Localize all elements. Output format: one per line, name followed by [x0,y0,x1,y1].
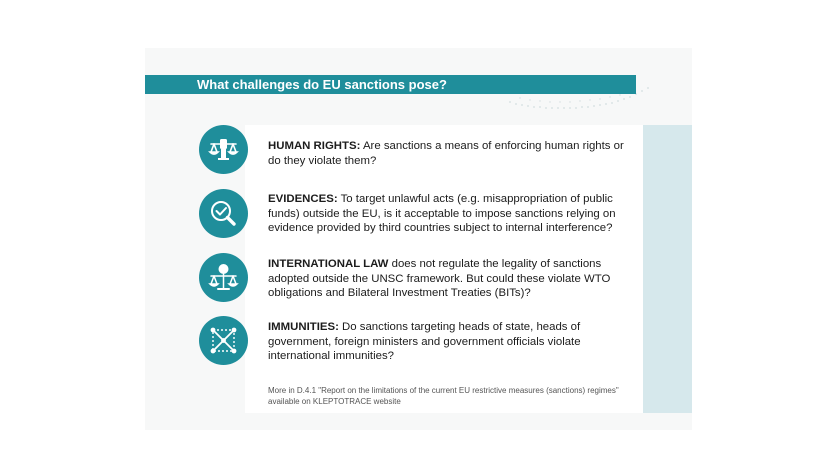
network-cross-icon [199,316,248,365]
item-immunities [268,320,638,364]
footer-note: More in D.4.1 "Report on the limitations of the current EU restrictive measures (sanctions) regimes" available on KLEPTOTRACE website [268,386,619,406]
magnifier-check-icon [199,189,248,238]
item-heading: HUMAN RIGHTS: [268,140,361,152]
item-description: Do sanctions targeting heads of state, heads of government, foreign ministers and government officials violate international immunities? [268,321,581,362]
item-human-rights [268,139,638,168]
item-evidences [268,192,638,236]
item-heading: EVIDENCES: [268,193,338,205]
page-title: What challenges do EU sanctions pose? [197,77,447,92]
item-description: does not regulate the legality of sanctions adopted outside the UNSC framework. But could these violate WTO obligations and Bilateral Investment Treaties (BITs)? [268,258,611,299]
justice-scales-fist-icon [199,125,248,174]
item-international-law [268,257,638,301]
decorative-panel-side [643,125,692,413]
item-description: To target unlawful acts (e.g. misappropriation of public funds) outside the EU, is it acceptable to impose sanctions relying on evidence provided by third countries subject to internal interference? [268,193,616,234]
item-heading: INTERNATIONAL LAW [268,258,389,270]
item-description: Are sanctions a means of enforcing human rights or do they violate them? [268,140,624,167]
item-heading: IMMUNITIES: [268,321,339,333]
globe-scales-icon [199,253,248,302]
